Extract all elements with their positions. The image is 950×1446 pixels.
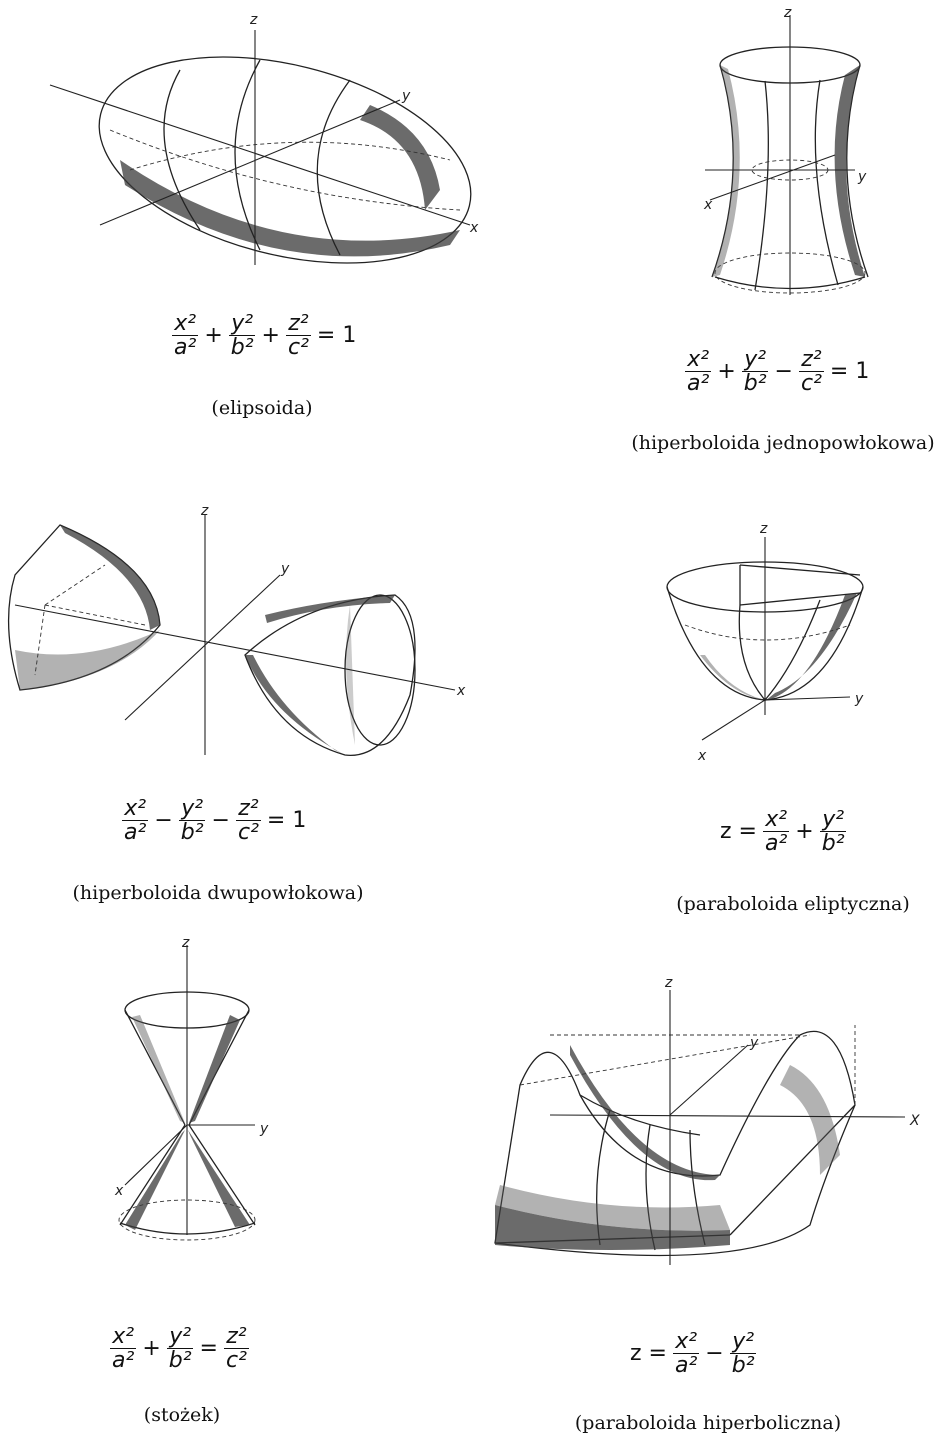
hyperboloid-two-sheet-axis-x-label: x bbox=[457, 683, 466, 699]
ellipsoid-axis-z-label: z bbox=[250, 12, 258, 28]
hyperbolic-paraboloid-axis-y-label: y bbox=[750, 1035, 759, 1051]
hyperboloid-one-sheet-axis-x-label: x bbox=[704, 197, 713, 213]
ellipsoid-formula: $\frac{\text{x²}}{\text{a²}}$ + $\frac{\text{y²}}{\text{b²}}$ + $\frac{\text{z²}}{\text{c²}}$ = 1 bbox=[174, 311, 357, 361]
formula-term: $\frac{\text{x²}}{\text{a²}}$ bbox=[124, 796, 147, 846]
cone-axis-y-label: y bbox=[260, 1121, 269, 1137]
hyperboloid-one-sheet-formula: $\frac{\text{x²}}{\text{a²}}$ + $\frac{\text{y²}}{\text{b²}}$ − $\frac{\text{z²}}{\text{c²}}$ = 1 bbox=[687, 347, 870, 397]
formula-term: $\frac{\text{y²}}{\text{b²}}$ bbox=[743, 347, 767, 397]
formula-rhs: $\frac{\text{z²}}{\text{c²}}$ bbox=[225, 1324, 247, 1374]
elliptic-paraboloid-caption: (paraboloida eliptyczna) bbox=[676, 893, 910, 915]
elliptic-paraboloid-axes bbox=[697, 521, 864, 764]
hyperbolic-paraboloid-formula: z = $\frac{\text{x²}}{\text{a²}}$ − $\frac{\text{y²}}{\text{b²}}$ bbox=[630, 1329, 755, 1379]
formula-term: $\frac{\text{x²}}{\text{a²}}$ bbox=[764, 807, 788, 857]
formula-term: $\frac{\text{y²}}{\text{b²}}$ bbox=[168, 1324, 192, 1374]
hyperboloid-two-sheet-surface-left bbox=[9, 525, 160, 690]
hyperboloid-two-sheet-axis-z-label: z bbox=[201, 503, 209, 519]
hyperboloid-two-sheet-surface-right bbox=[245, 595, 415, 755]
formula-term: $\frac{\text{z²}}{\text{c²}}$ bbox=[287, 311, 309, 361]
cone-axis-z-label: z bbox=[182, 935, 190, 951]
formula-term: $\frac{\text{y²}}{\text{b²}}$ bbox=[731, 1329, 755, 1379]
formula-term: $\frac{\text{y²}}{\text{b²}}$ bbox=[230, 311, 254, 361]
elliptic-paraboloid-formula: z = $\frac{\text{x²}}{\text{a²}}$ + $\frac{\text{y²}}{\text{b²}}$ bbox=[720, 807, 845, 857]
hyperboloid-two-sheet-figure bbox=[5, 505, 475, 770]
hyperbolic-paraboloid-axis-x-label: X bbox=[910, 1113, 920, 1129]
hyperboloid-one-sheet-figure bbox=[690, 5, 890, 305]
formula-term: $\frac{\text{x²}}{\text{a²}}$ bbox=[174, 311, 197, 361]
hyperbolic-paraboloid-caption: (paraboloida hiperboliczna) bbox=[574, 1412, 842, 1434]
ellipsoid-axis-x-label: x bbox=[470, 220, 479, 236]
formula-term: $\frac{\text{x²}}{\text{a²}}$ bbox=[687, 347, 710, 397]
cone-axes bbox=[114, 935, 269, 1235]
hyperboloid-two-sheet-caption: (hiperboloida dwupowłokowa) bbox=[72, 882, 364, 904]
formula-term: $\frac{\text{x²}}{\text{a²}}$ bbox=[674, 1329, 698, 1379]
hyperboloid-one-sheet-caption: (hiperboloida jednopowłokowa) bbox=[631, 432, 935, 454]
ellipsoid-caption: (elipsoida) bbox=[211, 397, 313, 419]
formula-term: $\frac{\text{z²}}{\text{c²}}$ bbox=[237, 796, 259, 846]
ellipsoid-figure bbox=[30, 10, 500, 280]
ellipsoid-surface bbox=[78, 22, 493, 298]
hyperbolic-paraboloid-figure bbox=[490, 975, 940, 1285]
hyperboloid-two-sheet-formula: $\frac{\text{x²}}{\text{a²}}$ − $\frac{\text{y²}}{\text{b²}}$ − $\frac{\text{z²}}{\text{c²}}$ = 1 bbox=[124, 796, 307, 846]
hyperboloid-one-sheet-axis-y-label: y bbox=[858, 169, 867, 185]
formula-term: $\frac{\text{y²}}{\text{b²}}$ bbox=[180, 796, 204, 846]
formula-term: $\frac{\text{z²}}{\text{c²}}$ bbox=[800, 347, 822, 397]
formula-term: $\frac{\text{y²}}{\text{b²}}$ bbox=[821, 807, 845, 857]
elliptic-paraboloid-axis-x-label: x bbox=[698, 748, 707, 764]
cone-formula: $\frac{\text{x²}}{\text{a²}}$ + $\frac{\text{y²}}{\text{b²}}$ = $\frac{\text{z²}}{\text{c²}}$ bbox=[112, 1324, 247, 1374]
elliptic-paraboloid-figure bbox=[660, 515, 890, 765]
cone-figure bbox=[100, 935, 280, 1275]
formula-term: $\frac{\text{x²}}{\text{a²}}$ bbox=[112, 1324, 135, 1374]
elliptic-paraboloid-axis-z-label: z bbox=[760, 521, 768, 537]
hyperbolic-paraboloid-axis-z-label: z bbox=[665, 975, 673, 991]
hyperboloid-two-sheet-axis-y-label: y bbox=[281, 561, 290, 577]
hyperbolic-paraboloid-surface bbox=[495, 1025, 855, 1255]
cone-caption: (stożek) bbox=[143, 1404, 221, 1426]
cone-axis-x-label: x bbox=[115, 1183, 124, 1199]
elliptic-paraboloid-axis-y-label: y bbox=[855, 691, 864, 707]
hyperboloid-one-sheet-axis-z-label: z bbox=[784, 5, 792, 21]
ellipsoid-axis-y-label: y bbox=[402, 88, 411, 104]
